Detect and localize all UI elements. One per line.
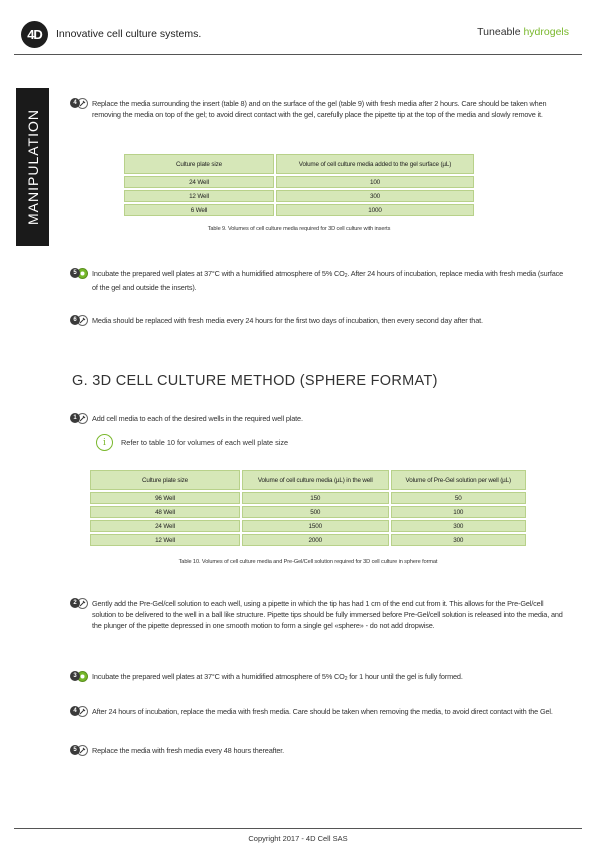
table-cell: 300 [391,520,527,532]
table-header-cell: Volume of cell culture media (µL) in the well [242,470,389,490]
step-text: Add cell media to each of the desired wells in the required well plate. [92,414,303,423]
step-text-subscript: 2 [344,676,348,682]
table-row [124,176,474,188]
sphere-format-volume-table [88,468,528,548]
table-cell: 150 [242,492,389,504]
step-text: Replace the media surrounding the insert (table 8) and on the surface of the gel (table 9) with fresh media after 2 hours. Care should be taken when removing the media on top of the gel; to avoid direct contact with the gel, carefully place the pipette tip at the top of the media and slowly remove it. [92,99,547,119]
table-caption: Table 10. Volumes of cell culture media and Pre-Gel/Cell solution required for 3D cell culture in sphere format [178,559,438,565]
step-item [70,745,566,756]
media-volume-table-inserts [122,152,476,218]
table-row [90,520,526,532]
step-item [70,598,566,631]
footer-copyright: Copyright 2017 - 4D Cell SAS [248,834,348,843]
header-divider [14,54,582,55]
step-number: 3 [70,671,80,681]
step-text-rest: . After 24 hours of incubation, replace media with fresh media (surface of the gel and outside the inserts). [92,269,564,292]
table-cell: 100 [391,506,527,518]
table-cell: 100 [276,176,474,188]
step-text-main: Incubate the prepared well plates at 37°C with a humidified atmosphere of 5% CO [92,672,345,681]
step-text: Gently add the Pre-Gel/cell solution to each well, using a pipette in which the tip has had 1 cm of the end cut from it. This allows for the Pre-Gel/cell solution to be delivered to the well in a ball like structure. Pipette tips should be fully immersed before Pre-Gel/cell solution is released into the media, and the plunger of the pipette depressed in one smooth motion to form a single gel «sphere» - do not add dropwise. [92,599,563,630]
table-row [90,492,526,504]
table-cell: 96 Well [90,492,240,504]
step-badge [70,98,88,109]
step-badge [70,268,88,279]
table-header-cell: Volume of cell culture media added to the gel surface (µL) [276,154,474,174]
sidebar-label: MANIPULATION [24,109,41,225]
step-text: Media should be replaced with fresh media every 24 hours for the first two days of incubation, then every second day after that. [92,316,483,325]
step-number: 5 [70,745,80,755]
table-cell: 12 Well [90,534,240,546]
step-text-rest: for 1 hour until the gel is fully formed. [347,672,463,681]
table-cell: 6 Well [124,204,274,216]
step-text: Replace the media with fresh media every 48 hours thereafter. [92,746,285,755]
step-text: After 24 hours of incubation, replace the media with fresh media. Care should be taken when removing the media, to avoid direct contact with the Gel. [92,707,553,716]
table-cell: 300 [391,534,527,546]
table-cell: 500 [242,506,389,518]
step-item [70,98,566,120]
table-cell: 2000 [242,534,389,546]
step-badge [70,745,88,756]
table-row [124,204,474,216]
table-row [90,534,526,546]
table-cell: 1000 [276,204,474,216]
table-caption: Table 9. Volumes of cell culture media required for 3D cell culture with inserts [207,226,391,232]
step-number: 2 [70,598,80,608]
header-product-title [477,26,569,38]
step-item [70,315,566,326]
info-icon: i [96,434,113,451]
table-cell: 12 Well [124,190,274,202]
table-cell: 50 [391,492,527,504]
step-item [70,671,566,685]
table-cell: 24 Well [124,176,274,188]
step-text [92,268,566,293]
table-cell: 1500 [242,520,389,532]
step-badge [70,315,88,326]
table-row [90,506,526,518]
table-cell: 48 Well [90,506,240,518]
table-header-cell: Culture plate size [124,154,274,174]
step-number: 1 [70,413,80,423]
step-text-main: Incubate the prepared well plates at 37°C with a humidified atmosphere of 5% CO [92,269,345,278]
step-text-subscript: 2 [344,273,348,279]
step-number: 4 [70,706,80,716]
step-number: 6 [70,315,80,325]
step-badge [70,706,88,717]
step-item [70,706,566,717]
step-badge [70,413,88,424]
company-logo: 4D [21,21,48,48]
footer-divider [14,828,582,829]
step-badge [70,671,88,682]
info-note: Refer to table 10 for volumes of each well plate size [121,438,289,447]
table-header-cell: Volume of Pre-Gel solution per well (µL) [391,470,527,490]
header-title-accent: hydrogels [523,26,569,38]
section-title: G. 3D CELL CULTURE METHOD (SPHERE FORMAT) [72,373,438,389]
step-item [70,413,566,424]
step-text [92,671,463,685]
section-sidebar-tab [16,88,49,246]
table-row [124,190,474,202]
table-cell: 24 Well [90,520,240,532]
table-header-cell: Culture plate size [90,470,240,490]
header-tagline: Innovative cell culture systems. [56,28,202,40]
step-item [70,268,566,293]
step-badge [70,598,88,609]
header-title-prefix: Tuneable [477,26,524,38]
step-number: 4 [70,98,80,108]
table-cell: 300 [276,190,474,202]
step-number: 5 [70,268,80,278]
